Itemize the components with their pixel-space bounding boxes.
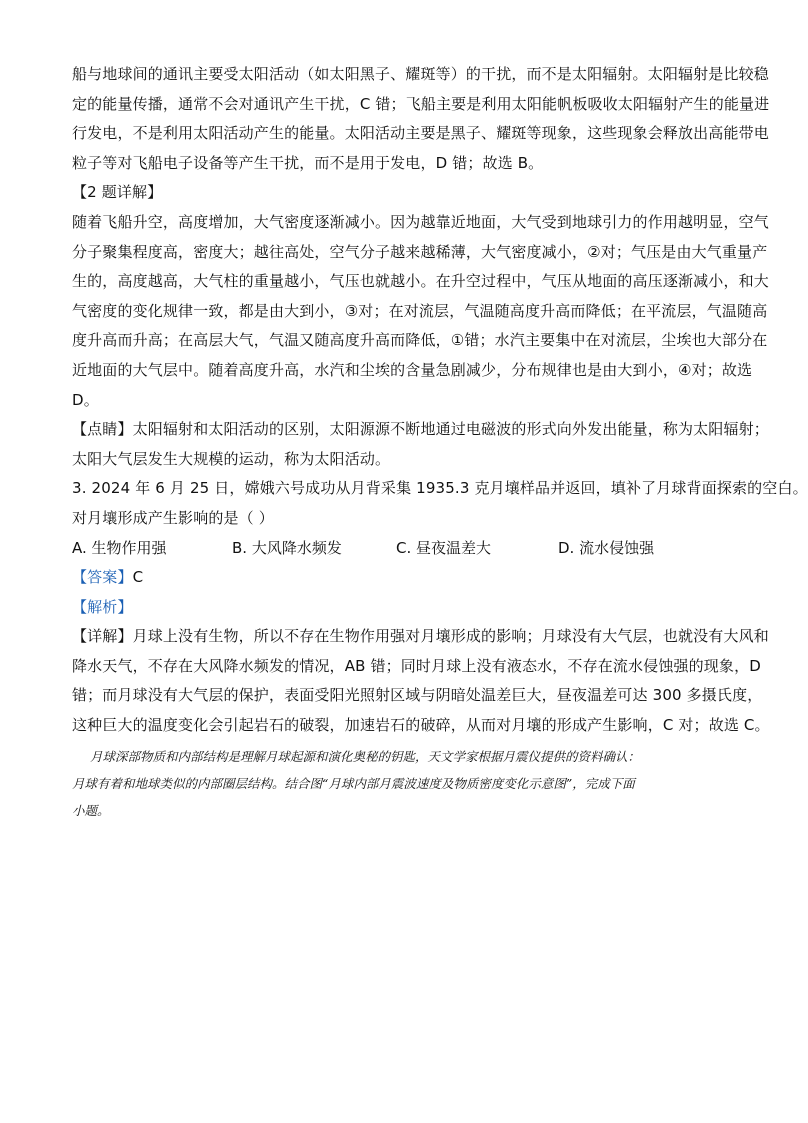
option-b: B. 大风降水频发 [232,538,342,557]
q2-line-7: D。 [72,390,99,409]
q1-explanation [72,60,770,178]
q3-detail-line-3: 错；而月球没有大气层的保护，表面受阳光照射区域与阴暗处温差巨大，昼夜温差可达 300 多摄氏度， [72,686,763,705]
q1-line-2: 定的能量传播，通常不会对通讯产生干扰，C 错；飞船主要是利用太阳能帆板吸收太阳辐射产生的能量进 [72,94,770,113]
analysis-label: 【解析】 [72,597,133,616]
q3-options [72,534,722,564]
document-page [72,60,808,824]
q2-header: 【2 题详解】 [72,183,163,202]
q3-detail-line-1: 【详解】月球上没有生物，所以不存在生物作用强对月壤形成的影响；月球没有大气层，也就没有大风和 [72,627,769,646]
option-c: C. 昼夜温差大 [396,538,492,557]
passage-line-1: 月球深部物质和内部结构是理解月球起源和演化奥秘的钥匙，天文学家根据月震仪提供的资料确认： [90,748,641,764]
tip-line-1: 【点睛】太阳辐射和太阳活动的区别，太阳源源不断地通过电磁波的形式向外发出能量，称为太阳辐射； [72,420,769,439]
reading-passage [72,743,722,824]
q3-stem-line-1: 3. 2024 年 6 月 25 日，嫦娥六号成功从月背采集 1935.3 克月壤样品并返回，填补了月球背面探索的空白。 [72,479,808,498]
q2-line-4: 气密度的变化规律一致，都是由大到小，③对；在对流层，气温随高度升高而降低；在平流层，气温随高 [72,301,768,320]
q3-stem-line-2: 对月壤形成产生影响的是（ ） [72,508,274,527]
q1-line-3: 行发电，不是利用太阳活动产生的能量。太阳活动主要是黑子、耀斑等现象，这些现象会释放出高能带电 [72,124,769,143]
q1-line-1: 船与地球间的通讯主要受太阳活动（如太阳黑子、耀斑等）的干扰，而不是太阳辐射。太阳辐射是比较稳 [72,65,769,83]
tip-section [72,415,769,474]
question-3 [72,474,808,740]
option-d: D. 流水侵蚀强 [558,538,655,557]
answer-label: 【答案】 [72,568,133,587]
q2-line-1: 随着飞船升空，高度增加，大气密度逐渐减小。因为越靠近地面，大气受到地球引力的作用越明显，空气 [72,212,769,231]
answer-line [72,563,722,593]
q2-line-5: 度升高而升高；在高层大气，气温又随高度升高而降低，①错；水汽主要集中在对流层，尘埃也大部分在 [72,331,768,350]
q2-line-3: 生的，高度越高，大气柱的重量越小，气压也就越小。在升空过程中，气压从地面的高压逐渐减小，和大 [72,272,769,291]
passage-line-3: 小题。 [72,802,110,818]
analysis-line [72,593,722,623]
tip-line-2: 太阳大气层发生大规模的运动，称为太阳活动。 [72,449,391,468]
q2-line-6: 近地面的大气层中。随着高度升高，水汽和尘埃的含量急剧减少，分布规律也是由大到小，④对；故选 [72,360,753,379]
passage-line-2: 月球有着和地球类似的内部圈层结构。结合图“月球内部月震波速度及物质密度变化示意图”，完成下面 [72,775,635,791]
q1-line-4: 粒子等对飞船电子设备等产生干扰，而不是用于发电，D 错；故选 B。 [72,153,544,172]
q3-detail-line-4: 这种巨大的温度变化会引起岩石的破裂，加速岩石的破碎，从而对月壤的形成产生影响，C 对；故选 C。 [72,716,770,735]
q2-line-2: 分子聚集程度高，密度大；越往高处，空气分子越来越稀薄，大气密度减小，②对；气压是由大气重量产 [72,242,768,261]
q3-detail-line-2: 降水天气，不存在大风降水频发的情况，AB 错；同时月球上没有液态水，不存在流水侵蚀强的现象，D [72,656,761,675]
option-a: A. 生物作用强 [72,538,167,557]
answer-value: C [132,568,144,587]
q2-explanation [72,208,769,415]
